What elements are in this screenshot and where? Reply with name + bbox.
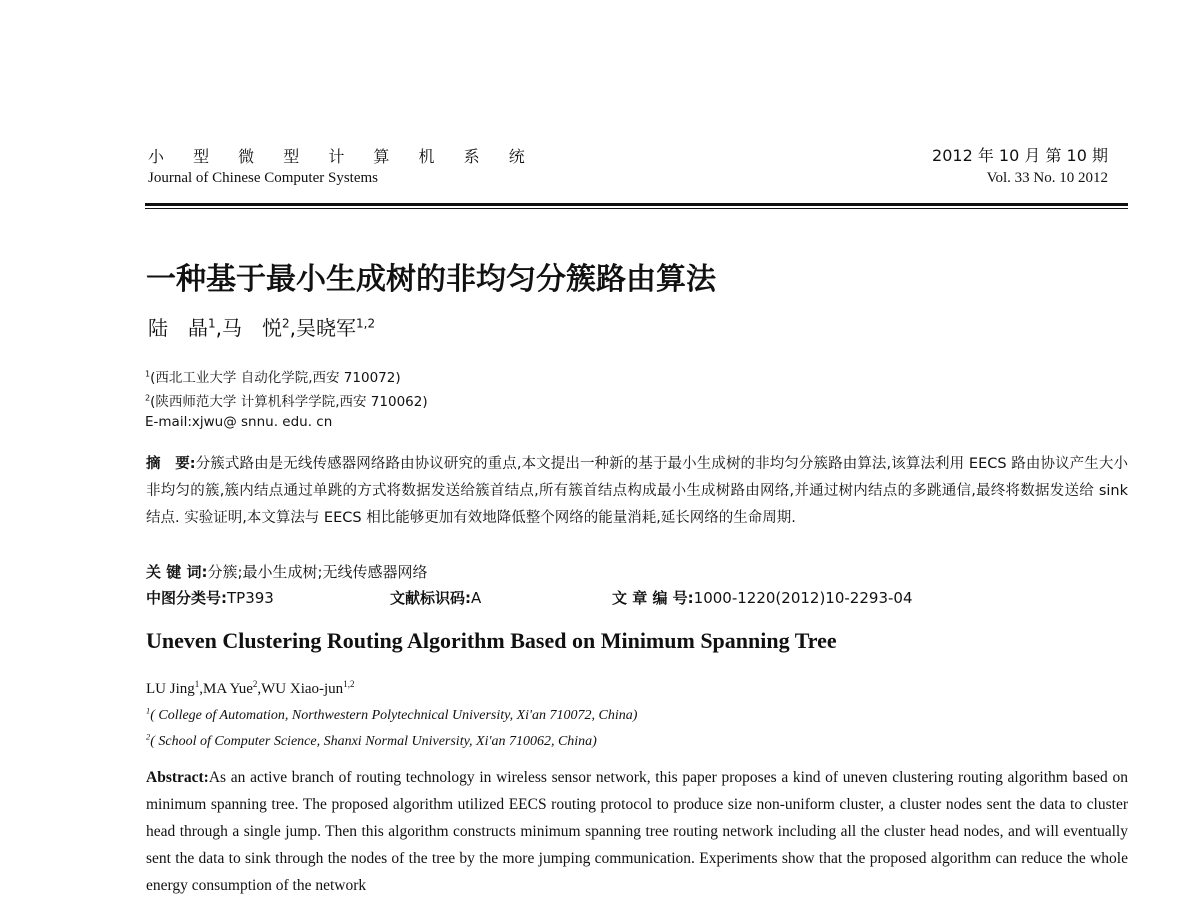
paper-title-en: Uneven Clustering Routing Algorithm Based on Minimum Spanning Tree	[146, 628, 837, 653]
affiliation-cn-1	[145, 366, 401, 386]
header-rule-thick	[145, 203, 1128, 206]
email: E-mail:xjwu@ snnu. edu. cn	[145, 414, 333, 430]
author-2-cn: 马 悦	[222, 316, 282, 340]
author-2-sup: 2	[252, 679, 258, 689]
affiliation-sup: 2	[145, 392, 151, 403]
article-number	[612, 587, 912, 608]
affiliation-text: ( School of Computer Science, Shanxi Normal University, Xi'an 710062, China)	[150, 734, 597, 749]
journal-name-en: Journal of Chinese Computer Systems	[148, 170, 378, 186]
author-1-cn: 陆 晶	[148, 316, 208, 340]
abstract-cn	[146, 451, 1128, 532]
affiliation-text: (西北工业大学 自动化学院,西安 710072)	[150, 370, 401, 386]
abstract-cn-text: 分簇式路由是无线传感器网络路由协议研究的重点,本文提出一种新的基于最小生成树的非均匀分簇路由算法,该算法利用 EECS 路由协议产生大小非均匀的簇,簇内结点通过单跳的方式将数据发送给簇首结点,所有簇首结点构成最小生成树路由网络,并通过树内结点的多跳通信,最终将数据发送给 sink 结点. 实验证明,本文算法与 EECS 相比能够更加有效地降低整个网络的能量消耗,延长网络的生命周期.	[146, 456, 1128, 526]
author-1-sup: 1	[194, 679, 200, 689]
issue-info-cn: 2012 年 10 月 第 10 期	[932, 146, 1108, 165]
keywords-line	[146, 561, 428, 582]
affiliation-cn-2	[145, 390, 428, 410]
doc-code-label: 文献标识码:	[390, 589, 471, 607]
affiliation-sup: 2	[146, 732, 151, 742]
keywords-text: 分簇;最小生成树;无线传感器网络	[207, 563, 428, 581]
doc-code	[390, 587, 481, 608]
author-separator: ,	[215, 316, 222, 340]
article-number-value: 1000-1220(2012)10-2293-04	[693, 589, 913, 607]
affiliation-sup: 1	[146, 706, 151, 716]
abstract-en-text: As an active branch of routing technology in wireless sensor network, this paper proposes a kind of uneven clustering routing algorithm based on minimum spanning tree. The proposed algorithm utilized EECS routing protocol to produce size non-uniform cluster, a cluster nodes sent the data to cluster head through a single jump. Then this algorithm constructs minimum spanning tree routing network including all the cluster head nodes, and will eventually sent the data to sink through the nodes of the tree by the more jumping communication. Experiments show that the proposed algorithm can reduce the whole energy consumption of the network	[146, 769, 1128, 894]
doc-code-value: A	[471, 589, 482, 607]
abstract-en	[146, 764, 1128, 899]
abstract-cn-label: 摘 要:	[146, 456, 196, 472]
journal-name-cn: 小 型 微 型 计 算 机 系 统	[148, 147, 537, 166]
clc-number	[146, 587, 274, 608]
affiliation-text: ( College of Automation, Northwestern Polytechnical University, Xi'an 710072, China)	[150, 708, 638, 723]
author-1-en: LU Jing	[146, 681, 195, 697]
article-number-label: 文 章 编 号:	[612, 589, 694, 607]
abstract-en-label: Abstract:	[146, 769, 209, 786]
author-2-sup: 2	[282, 316, 290, 331]
affiliation-text: (陕西师范大学 计算机科学学院,西安 710062)	[150, 394, 428, 410]
authors-cn	[148, 312, 375, 341]
author-1-sup: 1	[208, 316, 216, 331]
author-separator: ,	[289, 316, 296, 340]
clc-value: TP393	[227, 589, 274, 607]
paper-title-cn: 一种基于最小生成树的非均匀分簇路由算法	[146, 262, 716, 297]
header-rule-thin	[145, 208, 1128, 209]
issue-info-en: Vol. 33 No. 10 2012	[986, 170, 1108, 186]
author-3-cn: 吴晓军	[296, 316, 356, 340]
author-3-sup: 1,2	[343, 679, 355, 689]
author-2-en: ,MA Yue	[199, 681, 253, 697]
affiliation-en-1	[146, 708, 637, 724]
author-3-en: ,WU Xiao-jun	[257, 681, 344, 697]
author-3-sup: 1,2	[356, 316, 376, 331]
clc-label: 中图分类号:	[146, 589, 227, 607]
affiliation-en-2	[146, 734, 597, 750]
affiliation-sup: 1	[145, 368, 151, 379]
authors-en	[146, 681, 354, 698]
keywords-label: 关 键 词:	[146, 563, 208, 581]
